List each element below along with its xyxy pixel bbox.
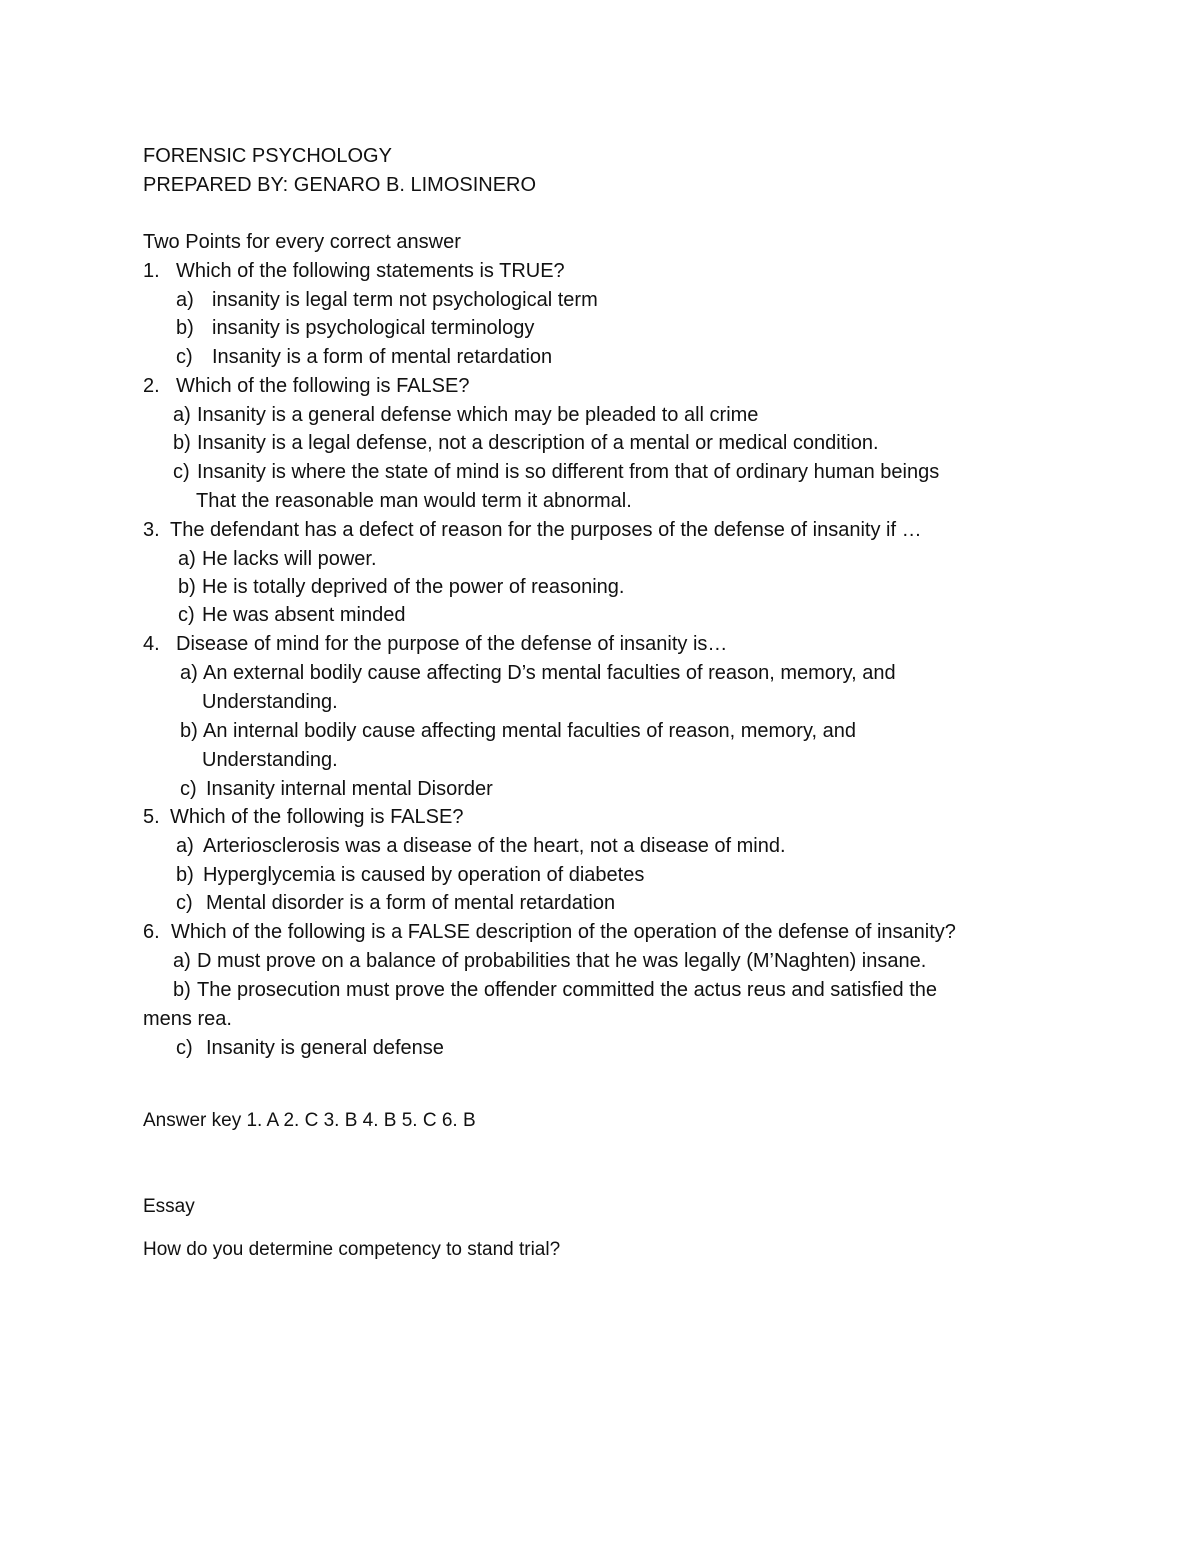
option-letter: b): [176, 317, 194, 339]
prepared-by: PREPARED BY: GENARO B. LIMOSINERO: [143, 174, 537, 196]
option-letter: c): [176, 346, 193, 368]
question-number: 5.: [143, 806, 160, 828]
option-text: Insanity is where the state of mind is so different from that of ordinary human beings: [197, 461, 940, 483]
option-text-continuation: Understanding.: [202, 749, 338, 771]
option-letter: b): [173, 432, 191, 454]
question-number: 2.: [143, 375, 160, 397]
option-letter: a): [176, 835, 194, 857]
question-text: The defendant has a defect of reason for the purposes of the defense of insanity if …: [170, 519, 922, 541]
question-number: 6.: [143, 921, 160, 943]
option-text: He lacks will power.: [202, 548, 377, 570]
option-text: Insanity is a general defense which may be pleaded to all crime: [197, 404, 759, 426]
option-text-continuation: That the reasonable man would term it abnormal.: [196, 490, 632, 512]
option-letter: a): [173, 404, 191, 426]
option-letter: a): [176, 289, 194, 311]
option-letter: a): [173, 950, 191, 972]
document-title: FORENSIC PSYCHOLOGY: [143, 145, 392, 167]
option-text: He is totally deprived of the power of reasoning.: [202, 576, 625, 598]
option-letter: b): [173, 979, 191, 1001]
option-letter: b): [180, 720, 198, 742]
option-text: An internal bodily cause affecting mental faculties of reason, memory, and: [203, 720, 856, 742]
option-text: Arteriosclerosis was a disease of the heart, not a disease of mind.: [203, 835, 786, 857]
option-letter: c): [176, 892, 193, 914]
option-text: An external bodily cause affecting D’s mental faculties of reason, memory, and: [203, 662, 896, 684]
question-number: 4.: [143, 633, 160, 655]
option-text: The prosecution must prove the offender committed the actus reus and satisfied the: [197, 979, 938, 1001]
option-text: insanity is legal term not psychological term: [212, 289, 598, 311]
essay-heading: Essay: [143, 1196, 195, 1217]
option-text: Insanity is general defense: [206, 1037, 444, 1059]
option-text: Hyperglycemia is caused by operation of diabetes: [203, 864, 645, 886]
option-text: Insanity is a legal defense, not a description of a mental or medical condition.: [197, 432, 879, 454]
option-text-continuation: Understanding.: [202, 691, 338, 713]
option-letter: a): [178, 548, 196, 570]
question-text: Which of the following is FALSE?: [170, 806, 464, 828]
option-text: Mental disorder is a form of mental retardation: [206, 892, 616, 914]
answer-key: Answer key 1. A 2. C 3. B 4. B 5. C 6. B: [143, 1110, 476, 1131]
option-text: Insanity is a form of mental retardation: [212, 346, 553, 368]
option-text: insanity is psychological terminology: [212, 317, 535, 339]
option-letter: b): [176, 864, 194, 886]
question-text: Which of the following is FALSE?: [176, 375, 470, 397]
option-letter: a): [180, 662, 198, 684]
option-letter: c): [176, 1037, 193, 1059]
question-text: Disease of mind for the purpose of the defense of insanity is…: [176, 633, 728, 655]
option-text: He was absent minded: [202, 604, 406, 626]
option-letter: c): [173, 461, 190, 483]
question-text: Which of the following is a FALSE description of the operation of the defense of insanity?: [171, 921, 956, 943]
option-letter: c): [178, 604, 195, 626]
option-letter: c): [180, 778, 197, 800]
instructions: Two Points for every correct answer: [143, 231, 461, 253]
question-number: 3.: [143, 519, 160, 541]
option-text: D must prove on a balance of probabilities that he was legally (M’Naghten) insane.: [197, 950, 927, 972]
essay-question: How do you determine competency to stand trial?: [143, 1239, 561, 1260]
question-number: 1.: [143, 260, 160, 282]
option-text-continuation: mens rea.: [143, 1008, 232, 1030]
question-text: Which of the following statements is TRUE?: [176, 260, 565, 282]
option-text: Insanity internal mental Disorder: [206, 778, 493, 800]
option-letter: b): [178, 576, 196, 598]
